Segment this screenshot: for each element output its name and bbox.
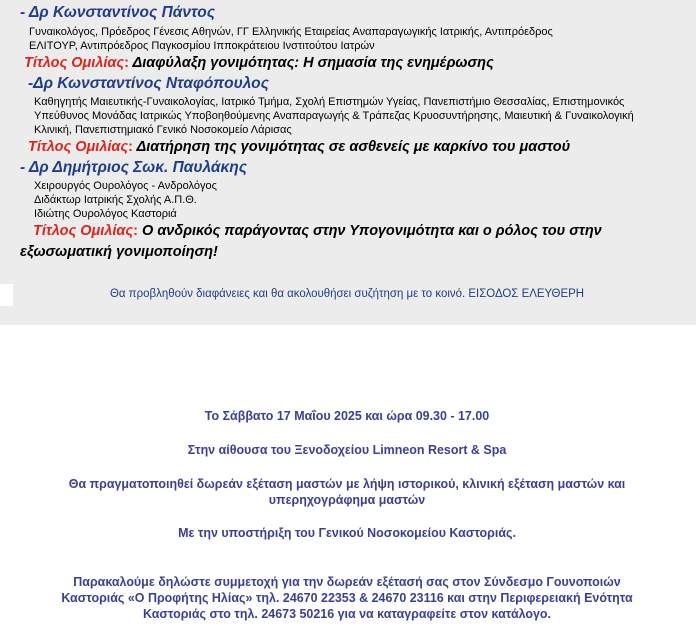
contact-text: Παρακαλούμε δηλώστε συμμετοχή για την δωρεάν εξέτασή σας στον Σύνδεσμο Γουνοποιών	[73, 575, 621, 589]
talk-title-continuation	[20, 244, 218, 260]
talk-title-cont: εξωσωματική γονιμοποίηση!	[20, 244, 218, 260]
talk-label: Τίτλος Ομιλίας	[33, 223, 134, 239]
talk-title: Ο ανδρικός παράγοντας στην Υπογονιμότητα και ο ρόλος του στην	[137, 223, 602, 239]
talk-title-line	[33, 223, 602, 239]
talk-label: Τίτλος Ομιλίας	[28, 139, 129, 155]
notice-text: Θα προβληθούν διαφάνειες και θα ακολουθήσει συζήτηση με το κοινό. ΕΙΣΟΔΟΣ ΕΛΕΥΘΕΡΗ	[109, 288, 585, 300]
speaker-name: - Δρ Δημήτριος Σωκ. Παυλάκης	[20, 159, 248, 176]
support-text: Με την υποστήριξη του Γενικού Νοσοκομείου Καστοριάς.	[178, 526, 516, 540]
speaker-name: -Δρ Κωνσταντίνος Νταφόπουλος	[28, 75, 269, 92]
contact-text: Καστοριάς «Ο Προφήτης Ηλίας» τηλ. 24670 22353 & 24670 23116 και στην Περιφερειακή Ενότητα	[61, 591, 633, 605]
speaker-affiliation: Καθηγητής Μαιευτικής-Γυναικολογίας, Ιατρικό Τμήμα, Σχολή Επιστημών Υγείας, Πανεπιστήμιο Θεσσαλίας, Επιστημονικός	[34, 96, 625, 108]
talk-title-line	[24, 55, 494, 71]
exam-description: υπερηχογράφημα μαστών	[268, 493, 426, 507]
speaker-affiliation: Υπεύθυνος Μονάδας Ιατρικώς Υποβοηθούμενης Αναπαραγωγής & Τράπεζας Κρυοσυντήρησης, Μαιευτική & Γυναικολογική	[34, 110, 634, 122]
event-venue: Στην αίθουσα του Ξενοδοχείου Limneon Resort & Spa	[187, 443, 507, 457]
talk-colon: :	[128, 139, 133, 155]
contact-text: Καστοριάς στο τηλ. 24673 50216 για να καταγραφείτε στον κατάλογο.	[142, 607, 552, 621]
speaker-name: - Δρ Κωνσταντίνος Πάντος	[20, 4, 215, 21]
talk-label: Τίτλος Ομιλίας	[24, 55, 125, 71]
talk-title-line	[28, 139, 570, 155]
speaker-affiliation: Κλινική, Πανεπιστημιακό Γενικό Νοσοκομείο Λάρισας	[34, 124, 292, 136]
speaker-affiliation: Χειρουργός Ουρολόγος - Ανδρολόγος	[34, 180, 217, 192]
talk-title: Διαφύλαξη γονιμότητας: Η σημασία της ενημέρωσης	[128, 55, 494, 71]
speaker-affiliation: Ιδιώτης Ουρολόγος Καστοριά	[34, 208, 177, 220]
speaker-affiliation: Γυναικολόγος, Πρόεδρος Γένεσις Αθηνών, ΓΓ Ελληνικής Εταιρείας Αναπαραγωγικής Ιατρικής, Αντιπρόεδρος	[29, 26, 553, 38]
talk-colon: :	[133, 223, 138, 239]
talk-title: Διατήρηση της γονιμότητας σε ασθενείς με καρκίνο του μαστού	[132, 139, 571, 155]
event-date-time: Το Σάββατο 17 Μαΐου 2025 και ώρα 09.30 - 17.00	[204, 409, 490, 423]
speaker-affiliation: Διδάκτωρ Ιατρικής Σχολής Α.Π.Θ.	[34, 194, 197, 206]
exam-description: Θα πραγματοποιηθεί δωρεάν εξέταση μαστών με λήψη ιστορικού, κλινική εξέταση μαστών και	[68, 477, 626, 491]
speaker-affiliation: ΕΛΙΤΟΥΡ, Αντιπρόεδρος Παγκοσμίου Ιπποκράτειου Ινστιτούτου Ιατρών	[29, 40, 375, 52]
talk-colon: :	[124, 55, 129, 71]
